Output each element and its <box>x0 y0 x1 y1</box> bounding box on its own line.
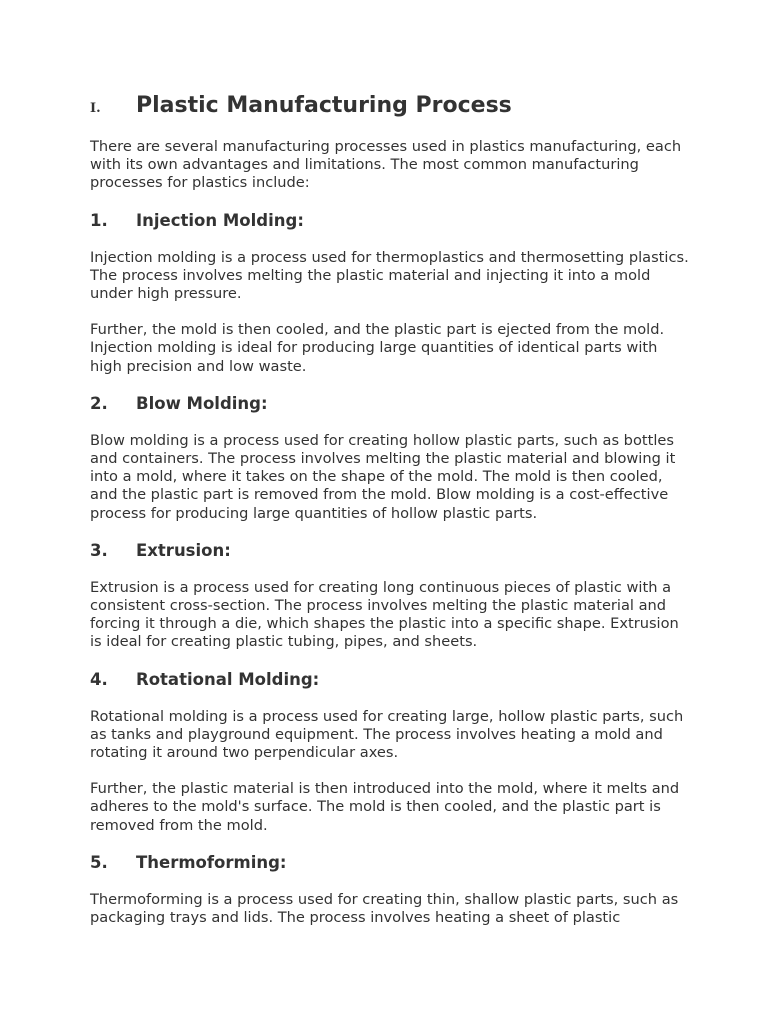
section-paragraph: Rotational molding is a process used for creating large, hollow plastic parts, such as tanks and playground equipment. The process involves heating a mold and rotating it around two perpendicular axes. <box>90 707 684 762</box>
section-heading <box>90 540 690 562</box>
section-number: 4. <box>90 669 108 689</box>
section-paragraph: Blow molding is a process used for creating hollow plastic parts, such as bottles and containers. The process involves melting the plastic material and blowing it into a mold, where it takes on the shape of the mold. The mold is then cooled, and the plastic part is removed from the mold. Blow molding is a cost-effective process for producing large quantities of hollow plastic parts. <box>90 431 676 522</box>
section-number: 3. <box>90 540 108 560</box>
section <box>90 669 690 835</box>
sections-container <box>90 210 690 928</box>
section-paragraph: Injection molding is a process used for thermoplastics and thermosetting plastics. The process involves melting the plastic material and injecting it into a mold under high pressure. <box>90 248 689 303</box>
section-number: 1. <box>90 210 108 230</box>
section-title: Thermoforming: <box>136 852 287 872</box>
section-heading <box>90 210 690 232</box>
section-paragraph: Extrusion is a process used for creating long continuous pieces of plastic with a consistent cross-section. The process involves melting the plastic material and forcing it through a die, which shapes the plastic into a specific shape. Extrusion is ideal for creating plastic tubing, pipes, and sheets. <box>90 578 679 651</box>
section-title: Rotational Molding: <box>136 669 320 689</box>
section-title: Blow Molding: <box>136 393 268 413</box>
section <box>90 852 690 927</box>
section-title: Extrusion: <box>136 540 231 560</box>
section-heading <box>90 669 690 691</box>
document-title: Plastic Manufacturing Process <box>136 93 512 118</box>
section <box>90 210 690 376</box>
section-number: 5. <box>90 852 108 872</box>
intro-paragraph: There are several manufacturing processes used in plastics manufacturing, each with its own advantages and limitations. The most common manufacturing processes for plastics include: <box>90 138 682 192</box>
title-numeral: I. <box>90 101 101 116</box>
document-title-row <box>90 92 690 120</box>
section-heading <box>90 393 690 415</box>
document-page <box>90 92 690 944</box>
section <box>90 540 690 652</box>
section-title: Injection Molding: <box>136 210 304 230</box>
section-heading <box>90 852 690 874</box>
section <box>90 393 690 523</box>
section-paragraph: Thermoforming is a process used for creating thin, shallow plastic parts, such as packaging trays and lids. The process involves heating a sheet of plastic <box>90 890 679 927</box>
section-number: 2. <box>90 393 108 413</box>
section-paragraph: Further, the mold is then cooled, and the plastic part is ejected from the mold. Injection molding is ideal for producing large quantities of identical parts with high precision and low waste. <box>90 321 665 375</box>
section-paragraph: Further, the plastic material is then introduced into the mold, where it melts and adheres to the mold's surface. The mold is then cooled, and the plastic part is removed from the mold. <box>90 780 680 834</box>
